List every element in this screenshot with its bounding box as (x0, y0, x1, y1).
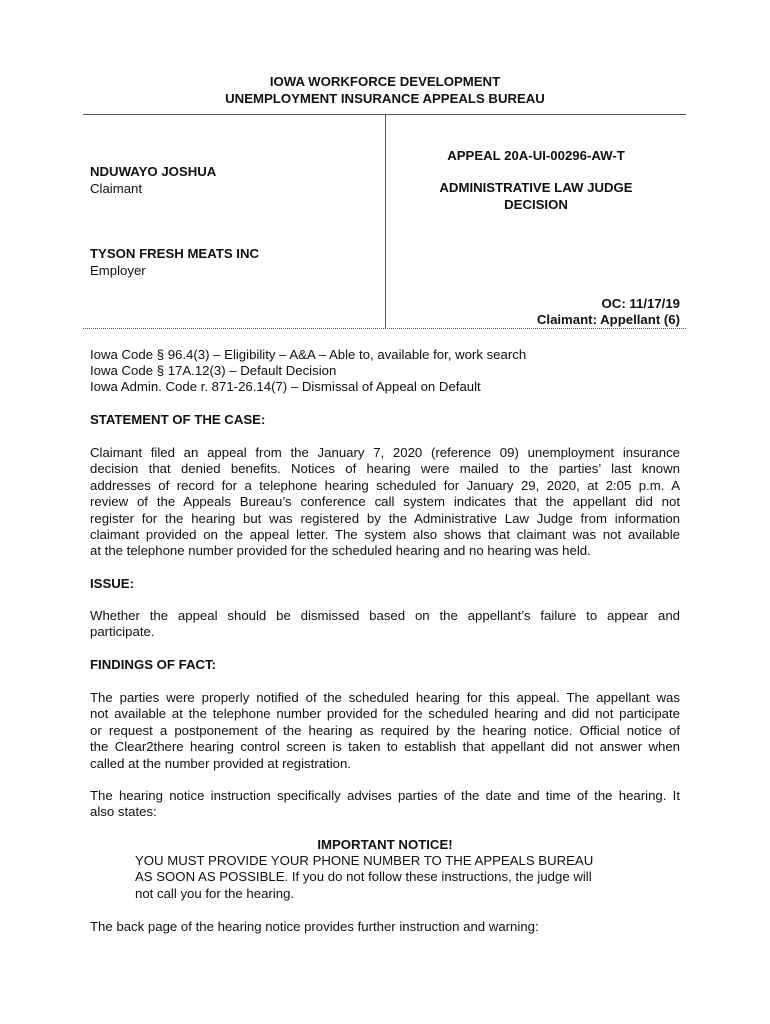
findings-line: called at the number provided at registration. (90, 755, 351, 771)
findings-paragraph-2 (90, 788, 680, 821)
bureau-title: UNEMPLOYMENT INSURANCE APPEALS BUREAU (225, 91, 545, 106)
notice-title: IMPORTANT NOTICE! (317, 837, 453, 852)
findings-line: or request a postponement of the hearing as required by the hearing notice. Official notice of (90, 722, 680, 738)
statement-line: at the telephone number provided for the scheduled hearing and no hearing was held. (90, 543, 591, 559)
findings-line: the Clear2there hearing control screen is taken to establish that appellant did not answer when (90, 739, 680, 755)
decision-title-line1: ADMINISTRATIVE LAW JUDGE (439, 180, 633, 195)
statement-heading: STATEMENT OF THE CASE: (90, 412, 266, 427)
decision-title-line2: DECISION (504, 197, 568, 212)
issue-line: participate. (90, 624, 155, 640)
code-citation-2: Iowa Code § 17A.12(3) – Default Decision (90, 363, 337, 378)
notice-line: not call you for the hearing. (135, 885, 295, 901)
appeal-number: APPEAL 20A-UI-00296-AW-T (447, 148, 625, 163)
findings-paragraph-3: The back page of the hearing notice provides further instruction and warning: (90, 919, 539, 934)
employer-name: TYSON FRESH MEATS INC (90, 246, 260, 261)
claimant-role: Claimant (90, 181, 143, 196)
issue-paragraph (90, 608, 680, 641)
findings-heading: FINDINGS OF FACT: (90, 657, 217, 672)
statement-line: register for the hearing but was registered by the Administrative Law Judge from information (90, 510, 680, 526)
findings-line: The parties were properly notified of the scheduled hearing for this appeal. The appellant was (90, 690, 680, 705)
claimant-status: Claimant: Appellant (6) (536, 312, 680, 327)
findings-line: also states: (90, 804, 157, 820)
statement-paragraph (90, 445, 680, 560)
claimant-name: NDUWAYO JOSHUA (90, 164, 217, 179)
oc-date: OC: 11/17/19 (601, 296, 680, 311)
notice-line: AS SOON AS POSSIBLE. If you do not follow these instructions, the judge will (135, 869, 592, 885)
findings-paragraph-1 (90, 690, 680, 772)
statement-line: review of the Appeals Bureau’s conference call system indicates that the appellant did not (90, 494, 680, 510)
issue-heading: ISSUE: (90, 576, 134, 591)
statement-line: claimant provided on the appeal letter. The system also shows that claimant was not available (90, 527, 680, 543)
employer-role: Employer (90, 263, 146, 278)
issue-line: Whether the appeal should be dismissed based on the appellant’s failure to appear and (90, 608, 680, 623)
statement-line: addresses of record for a telephone hearing scheduled for January 29, 2020, at 2:05 p.m. A (90, 477, 680, 493)
statement-line: Claimant filed an appeal from the January 7, 2020 (reference 09) unemployment insurance (90, 445, 680, 460)
notice-block (135, 853, 635, 902)
code-citation-1: Iowa Code § 96.4(3) – Eligibility – A&A – Able to, available for, work search (90, 347, 527, 362)
findings-line: not available at the telephone number provided for the scheduled hearing and did not participate (90, 706, 680, 722)
findings-line: The hearing notice instruction specifically advises parties of the date and time of the hearing. It (90, 788, 680, 803)
statement-line: decision that denied benefits. Notices of hearing were mailed to the parties’ last known (90, 461, 680, 477)
notice-line: YOU MUST PROVIDE YOUR PHONE NUMBER TO THE APPEALS BUREAU (135, 853, 594, 868)
agency-title: IOWA WORKFORCE DEVELOPMENT (269, 74, 501, 89)
code-citation-3: Iowa Admin. Code r. 871-26.14(7) – Dismissal of Appeal on Default (90, 379, 481, 394)
